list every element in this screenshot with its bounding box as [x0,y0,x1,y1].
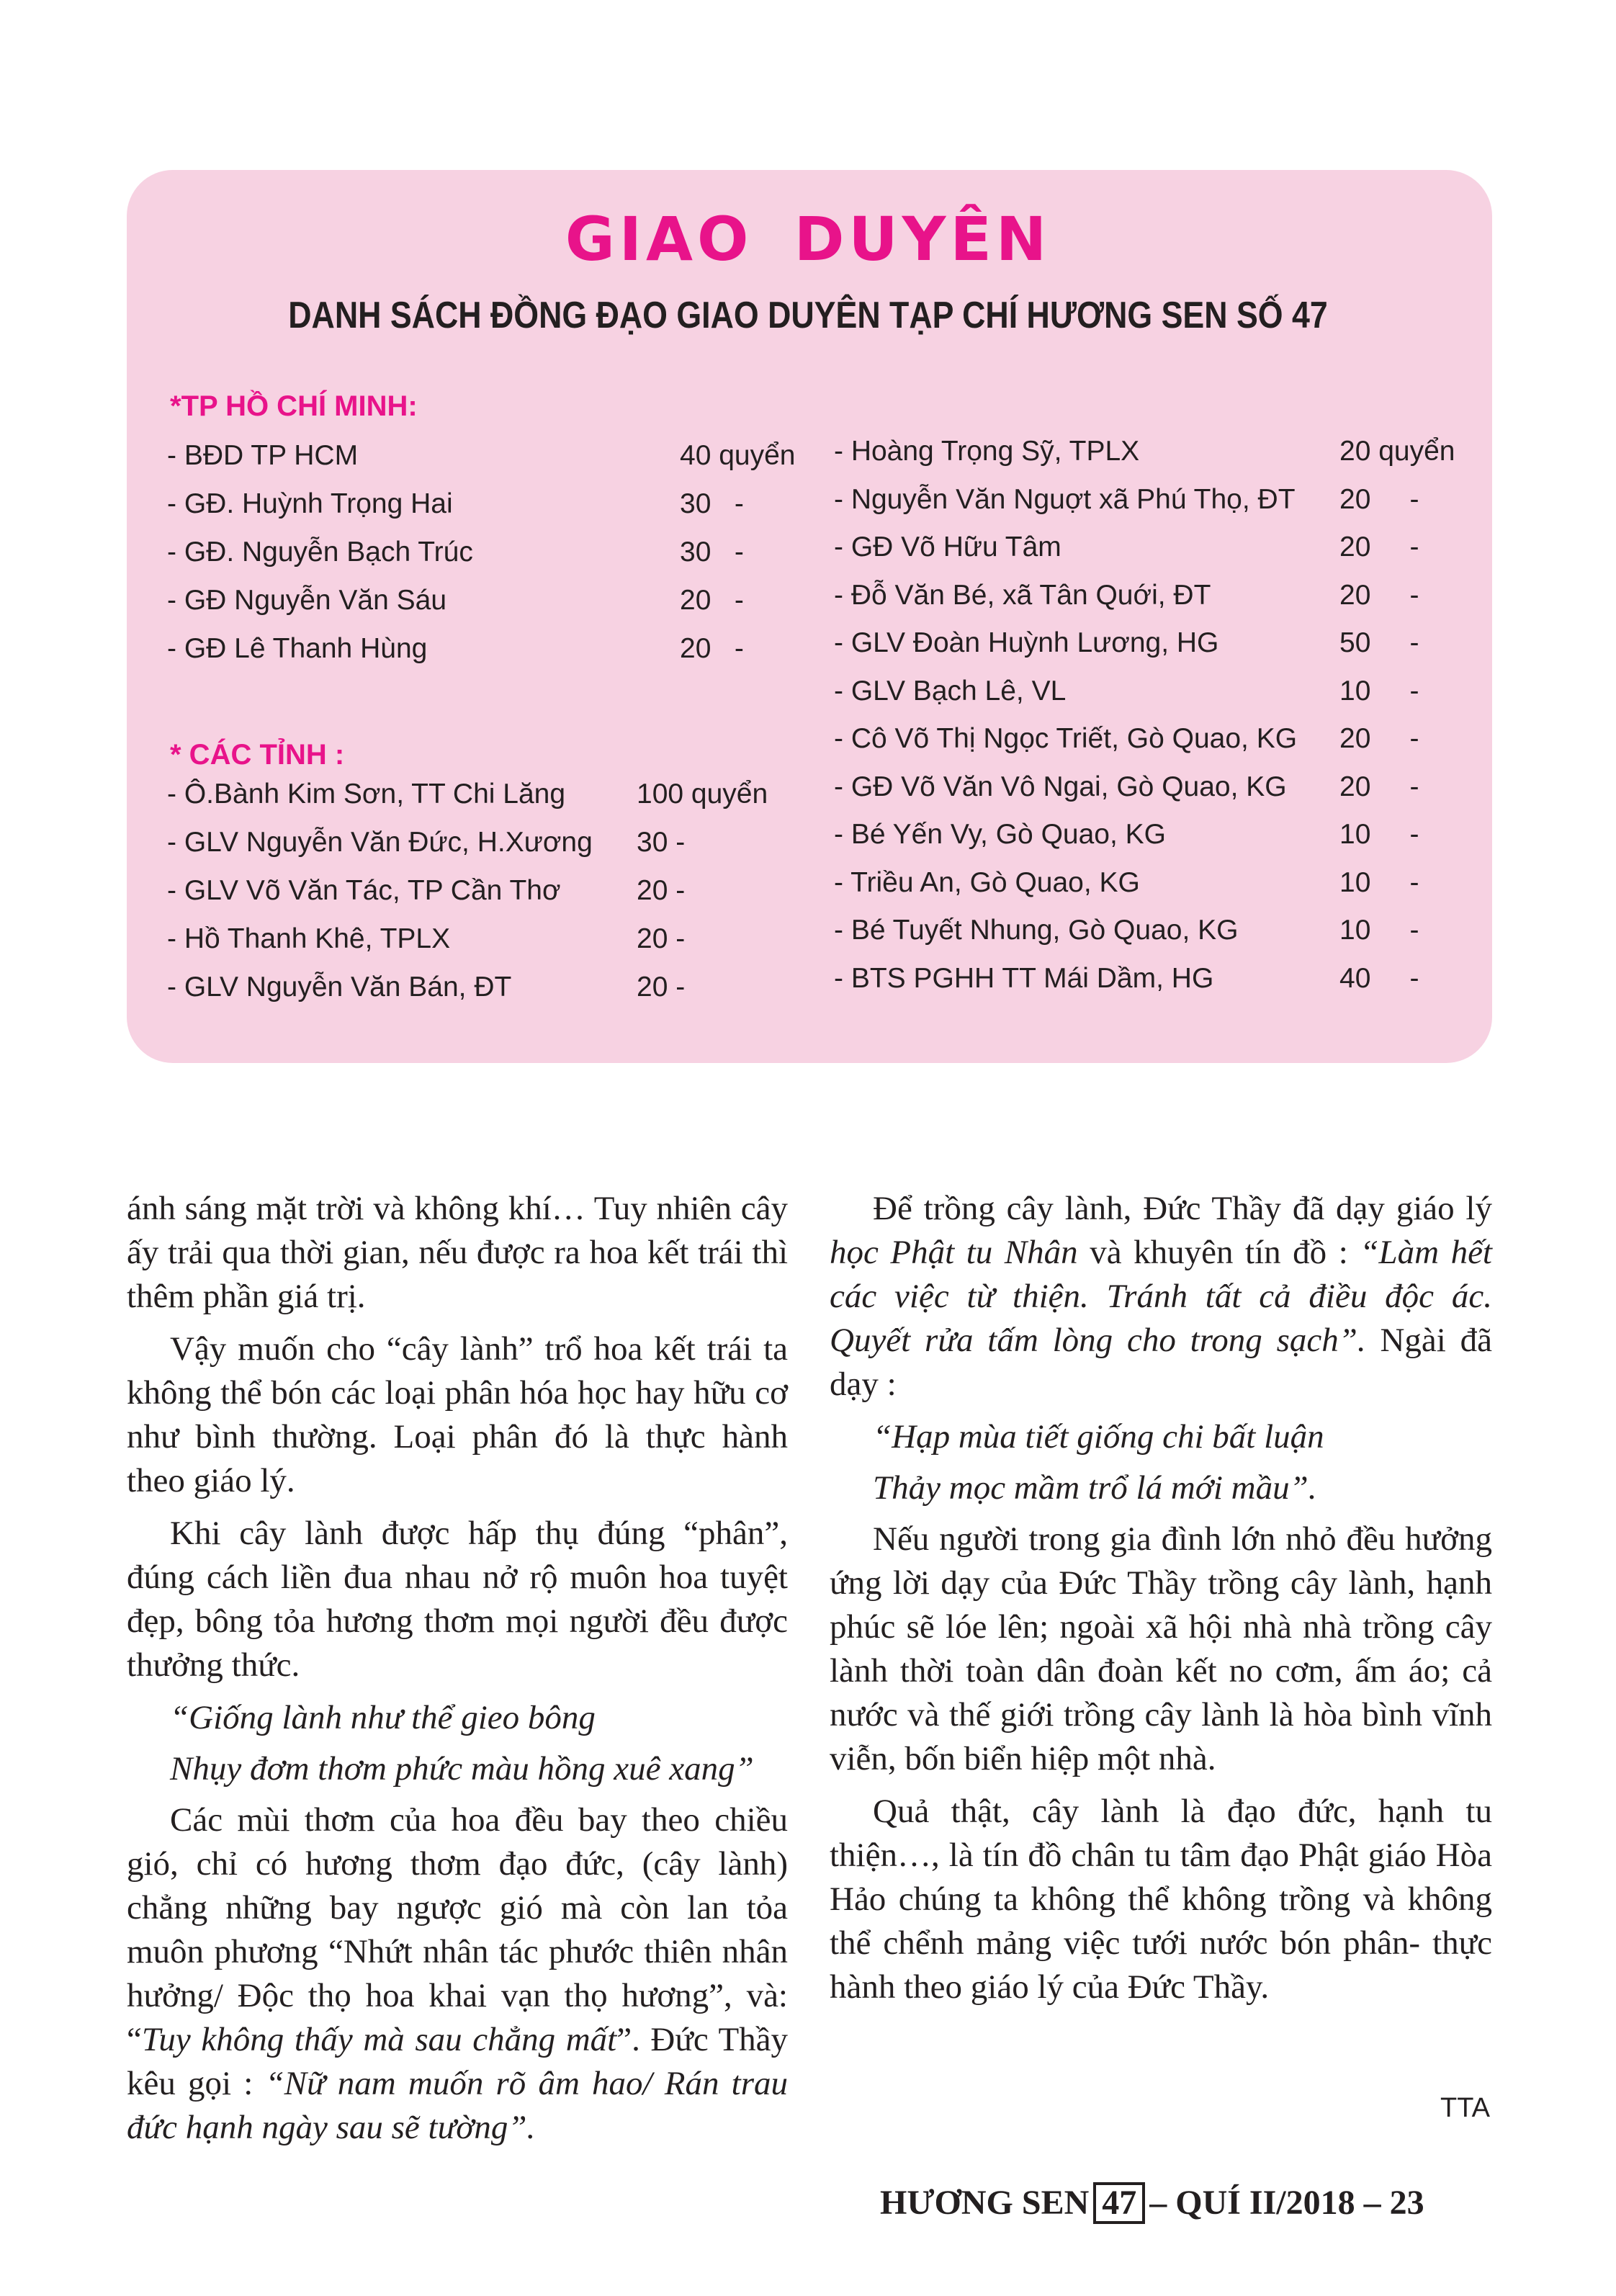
donor-name: - Hoàng Trọng Sỹ, TPLX [834,436,1140,467]
donor-name: - Cô Võ Thị Ngọc Triết, Gò Quao, KG [834,723,1298,754]
donor-quantity: 10 - [1339,675,1419,707]
paragraph: Các mùi thơm của hoa đều bay theo chiều gió, chỉ có hương thơm đạo đức, (cây lành) chẳng những bay ngược gió mà còn lan tỏa muôn phương “Nhứt nhân tác phước thiên nhân hưởng/ Độc thọ hoa khai vạn thọ hương”, và: “Tuy không thấy mà sau chẳng mất”. Đức Thầy kêu gọi : “Nữ nam muốn rõ âm hao/ Rán trau đức hạnh ngày sau sẽ tường”. [127,1801,789,2146]
donor-name: - Bé Yến Vy, Gò Quao, KG [834,819,1167,850]
donor-quantity: 20 - [637,972,686,1003]
paragraph: Nếu người trong gia đình lớn nhỏ đều hưởng ứng lời dạy của Đức Thầy trồng cây lành, hạnh phúc sẽ lóe lên; ngoài xã hội nhà nhà trồng cây lành thời toàn dân đoàn kết no cơm, ấm áo; cả nước và thế giới trồng cây lành là hòa bình vĩnh viễn, bốn biển hiệp một nhà. [830,1520,1492,1777]
donor-name: - GLV Võ Văn Tác, TP Cần Thơ [167,875,561,906]
donor-quantity: 20 - [1339,771,1419,802]
issue-period: – QUÍ II/2018 – [1149,2184,1381,2222]
donor-name: - GĐ Võ Hữu Tâm [834,532,1061,562]
donor-quantity: 10 - [1339,819,1419,850]
donor-name: - GLV Đoàn Huỳnh Lương, HG [834,627,1219,658]
donor-quantity: 40 - [1339,962,1419,994]
article-left-column [127,1187,788,2158]
verse-line: Thảy mọc mầm trổ lá mới mầu”. [873,1469,1317,1507]
page-footer [880,2181,1424,2225]
verse-line: Nhụy đơm thơm phức màu hồng xuê xang” [170,1750,754,1788]
donor-quantity: 20 quyển [1339,436,1455,467]
donor-name: - GLV Bạch Lê, VL [834,675,1067,707]
donor-name: - BĐD TP HCM [167,440,359,471]
verse-line: “Giống lành như thể gieo bông [170,1699,596,1736]
section-title: GIAO DUYÊN [565,204,1051,274]
paragraph: Vậy muốn cho “cây lành” trổ hoa kết trái ta không thể bón các loại phân hóa học hay hữu cơ như bình thường. Loại phân đó là thực hành theo giáo lý. [127,1330,788,1499]
donor-quantity: 20 - [1339,723,1419,754]
article-right-column [830,1187,1492,2018]
donor-quantity: 20 - [1339,483,1419,515]
donor-name: - GĐ. Nguyễn Bạch Trúc [167,537,473,568]
donor-name: - Ô.Bành Kim Sơn, TT Chi Lăng [167,779,566,810]
donor-name: - Nguyễn Văn Nguợt xã Phú Thọ, ĐT [834,483,1296,515]
donor-name: - Triều An, Gò Quao, KG [834,866,1140,898]
donor-quantity: 20 - [1339,532,1419,562]
donor-quantity: 100 quyển [637,779,768,810]
donor-name: - BTS PGHH TT Mái Dầm, HG [834,962,1214,994]
paragraph: Khi cây lành được hấp thụ đúng “phân”, đúng cách liền đua nhau nở rộ muôn hoa tuyệt đẹp, bông tỏa hương thơm mọi người đều được thưởng thức. [127,1515,788,1684]
paragraph: Quả thật, cây lành là đạo đức, hạnh tu thiện…, là tín đồ chân tu tâm đạo Phật giáo Hòa Hảo chúng ta không thể không trồng và không thể chểnh mảng việc tưới nước bón phân- thực hành theo giáo lý của Đức Thầy. [830,1793,1492,2006]
paragraph: Để trồng cây lành, Đức Thầy đã dạy giáo lý học Phật tu Nhân và khuyên tín đồ : “Làm hết các việc từ thiện. Tránh tất cả điều độc ác. Quyết rửa tấm lòng cho trong sạch”. Ngài đã dạy : [830,1190,1492,1403]
verse-line: “Hạp mùa tiết giống chi bất luận [873,1418,1324,1456]
page-number: 23 [1389,2184,1424,2222]
donor-quantity: 50 - [1339,627,1419,658]
donor-quantity: 10 - [1339,866,1419,898]
donor-name: - GĐ Võ Văn Vô Ngai, Gò Quao, KG [834,771,1287,802]
donor-quantity: 20 - [680,585,744,616]
donor-quantity: 30 - [680,537,744,568]
paragraph: ánh sáng mặt trời và không khí… Tuy nhiên cây ấy trải qua thời gian, nếu được ra hoa kết trái thì thêm phần giá trị. [127,1190,788,1315]
donor-name: - GĐ Lê Thanh Hùng [167,633,428,664]
donor-name: - Bé Tuyết Nhung, Gò Quao, KG [834,915,1239,946]
donor-name: - GLV Nguyễn Văn Bán, ĐT [167,972,512,1003]
donor-quantity: 20 - [637,923,686,954]
list-heading-provinces: * CÁC TỈNH : [170,739,345,771]
list-heading-hcm: *TP HỒ CHÍ MINH: [170,390,418,422]
donor-quantity: 10 - [1339,915,1419,946]
donor-quantity: 40 quyển [680,440,796,471]
issue-number: 47 [1093,2182,1145,2224]
donor-quantity: 30 - [637,827,686,858]
donor-quantity: 20 - [680,633,744,664]
donor-name: - GĐ. Huỳnh Trọng Hai [167,488,453,519]
donor-name: - GLV Nguyễn Văn Đức, H.Xương [167,827,593,858]
magazine-name: HƯƠNG SEN [880,2184,1090,2222]
section-subtitle: DANH SÁCH ĐỒNG ĐẠO GIAO DUYÊN TẠP CHÍ HƯƠNG SEN SỐ 47 [288,295,1328,336]
donor-name: - GĐ Nguyễn Văn Sáu [167,585,447,616]
donor-name: - Hồ Thanh Khê, TPLX [167,923,451,954]
donor-name: - Đỗ Văn Bé, xã Tân Quới, ĐT [834,579,1211,611]
author-signature: TTA [1440,2093,1490,2123]
donor-quantity: 20 - [637,875,686,906]
donor-quantity: 20 - [1339,579,1419,611]
donor-quantity: 30 - [680,488,744,519]
